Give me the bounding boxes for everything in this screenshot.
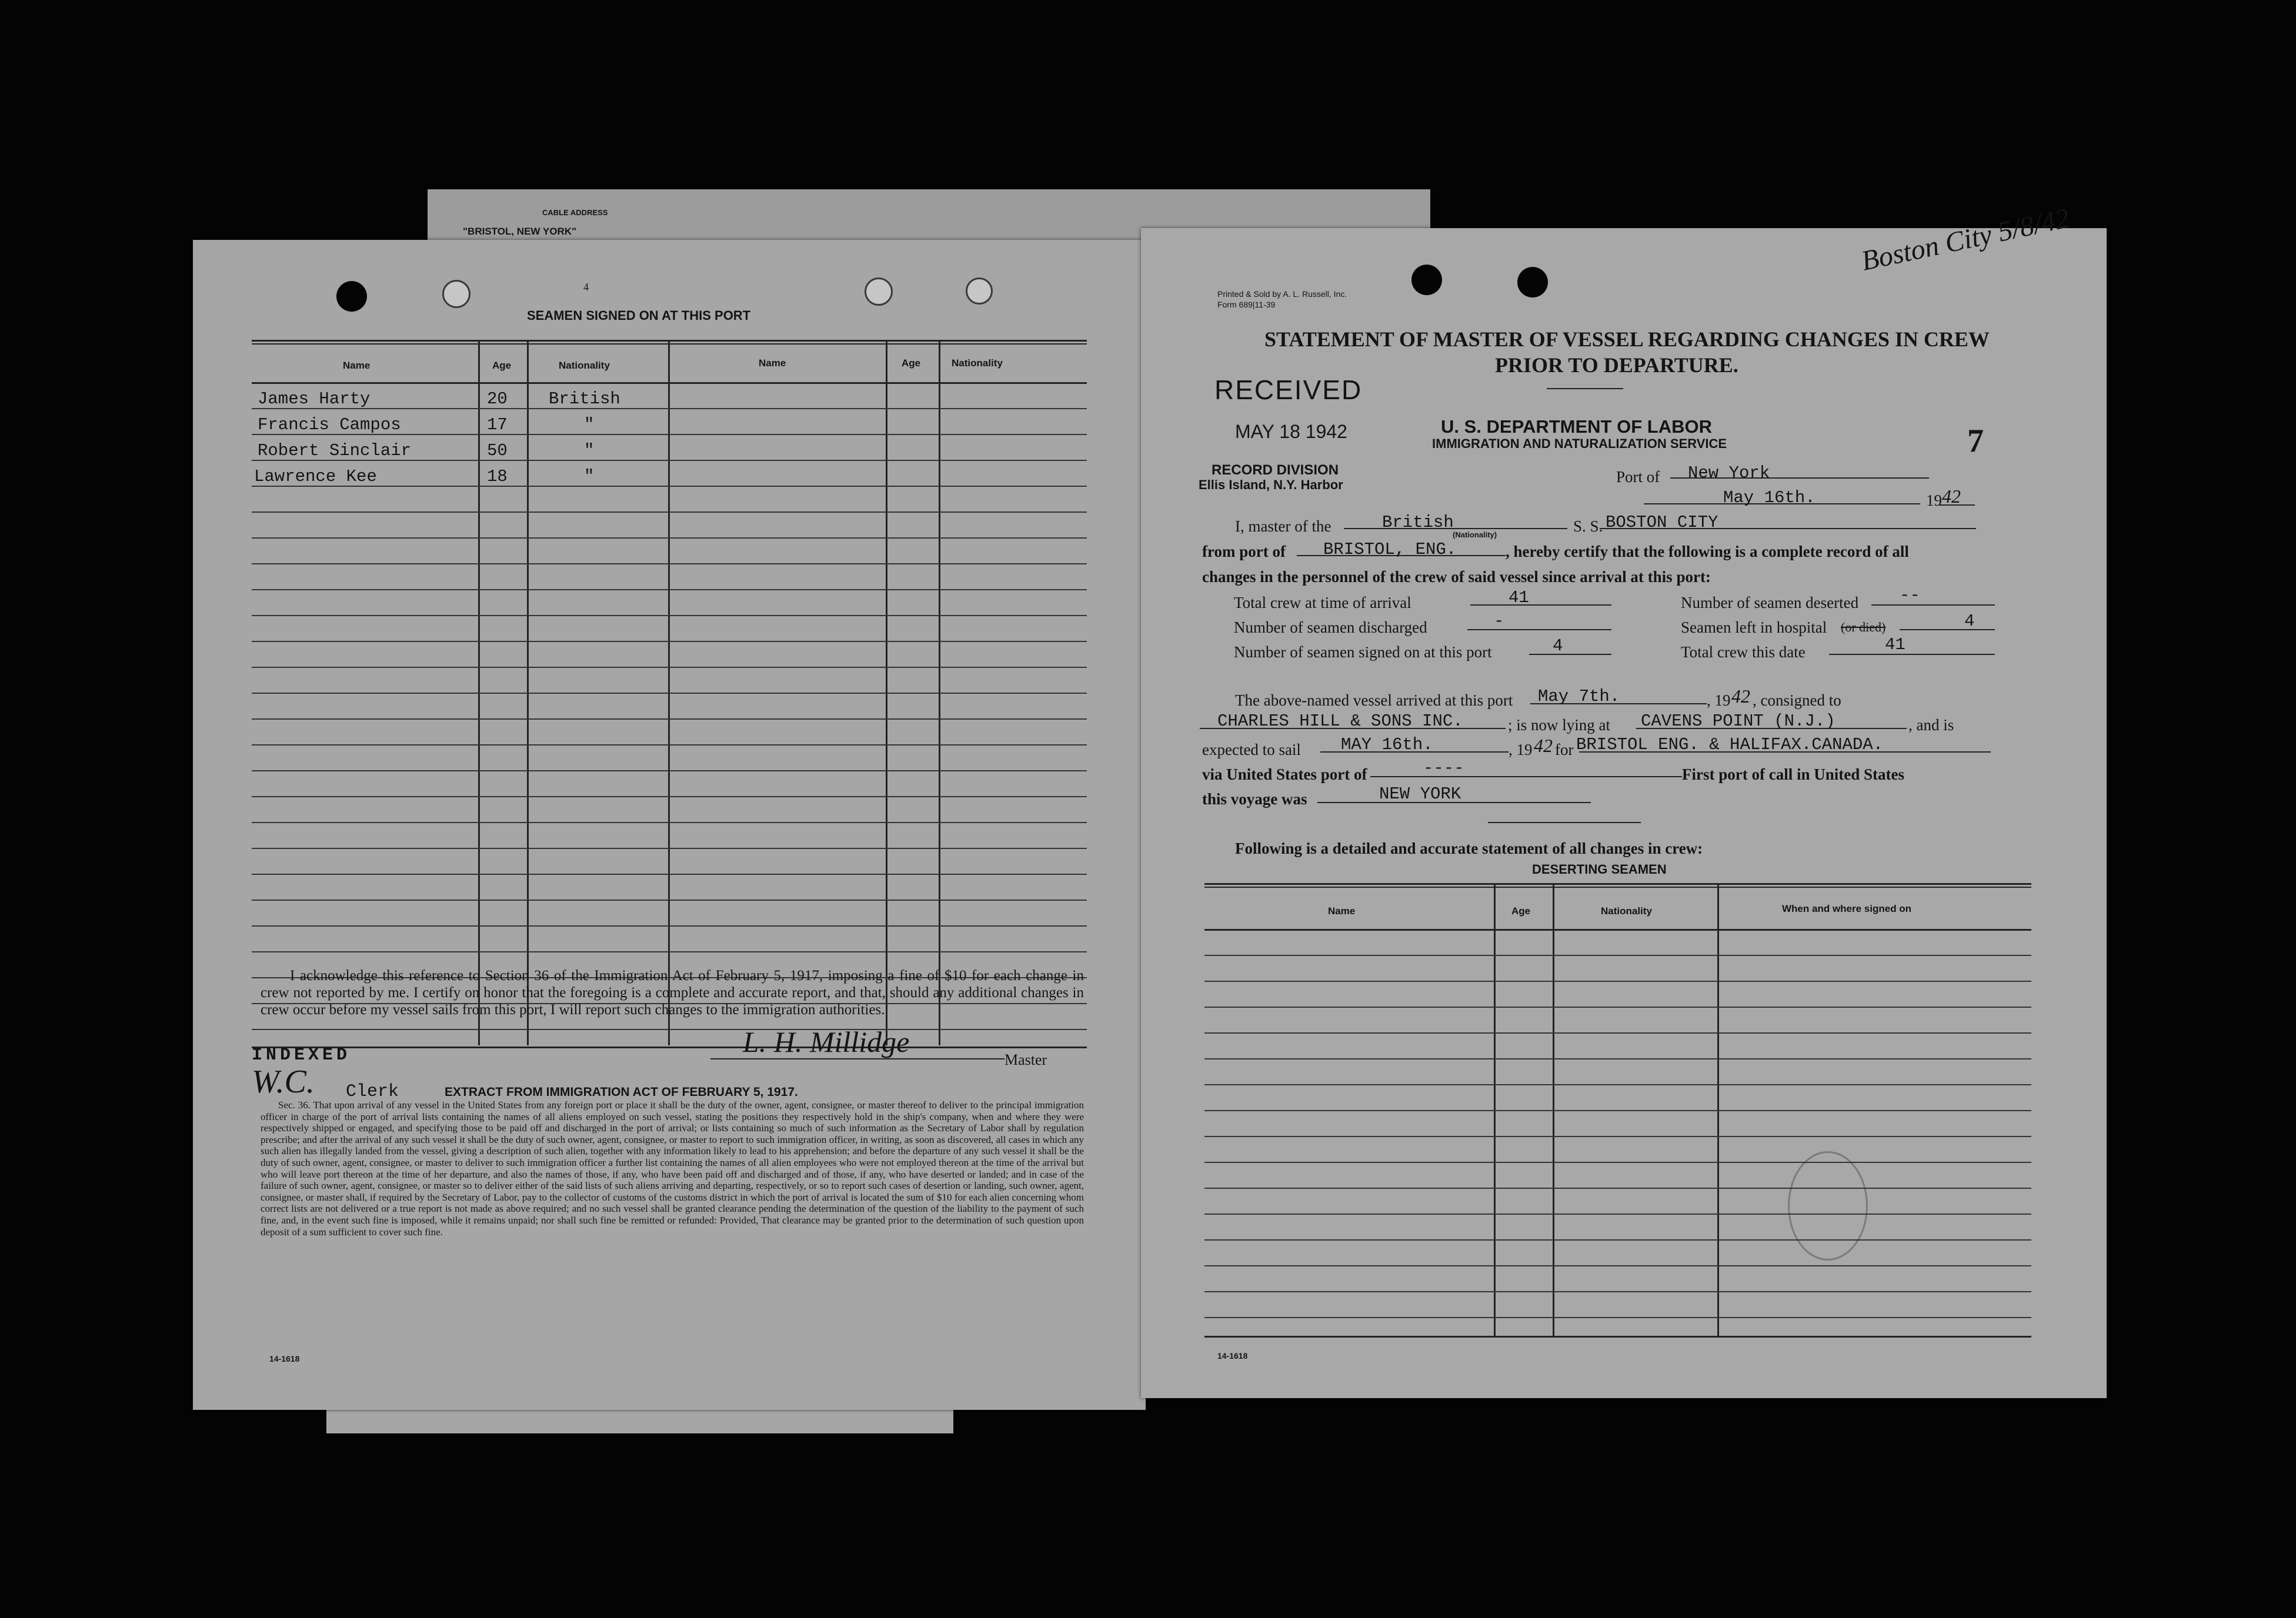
row-3-name: Robert Sinclair [258, 441, 412, 460]
printer-line-1: Printed & Sold by A. L. Russell, Inc. [1217, 289, 1347, 299]
from-port-label: from port of [1202, 543, 1286, 560]
hospital-value: 4 [1964, 611, 1975, 631]
received-stamp: RECEIVED [1214, 375, 1363, 405]
punch-hole [966, 278, 993, 305]
row-3-nationality: " [584, 441, 595, 460]
row-1-nationality: British [549, 389, 620, 409]
header-name-2: Name [759, 357, 786, 369]
via-label: via United States port of [1202, 765, 1367, 783]
signed-on-value: 4 [1553, 636, 1563, 656]
deserting-header-nationality: Nationality [1601, 905, 1652, 917]
certify-text: , hereby certify that the following is a complete record of all [1506, 543, 1909, 560]
deserted-label: Number of seamen deserted [1681, 594, 1859, 611]
discharged-label: Number of seamen discharged [1234, 619, 1427, 636]
date-value: May 16th. [1723, 488, 1816, 507]
handwritten-note: Boston City 5/8/42 [1858, 202, 2073, 277]
total-crew-date-label: Total crew this date [1681, 643, 1806, 661]
right-page [1141, 202, 2107, 1398]
deserted-value: -- [1900, 586, 1920, 605]
left-form-code: 14-1618 [269, 1354, 300, 1363]
punch-hole [442, 280, 470, 308]
clerk-initials: W.C. [252, 1064, 315, 1100]
year-value: 42 [1942, 486, 1961, 507]
service: IMMIGRATION AND NATURALIZATION SERVICE [1432, 436, 1727, 451]
page-number: 4 [583, 281, 589, 293]
nationality-caption: (Nationality) [1453, 530, 1497, 539]
arrived-year-prefix: , 19 [1707, 691, 1731, 709]
right-form-code: 14-1618 [1217, 1351, 1248, 1360]
row-2-nationality: " [584, 415, 595, 434]
deserting-header-age: Age [1511, 905, 1531, 917]
row-3-age: 50 [487, 441, 508, 460]
discharged-value: - [1494, 611, 1504, 631]
consigned-label: , consigned to [1753, 691, 1841, 709]
ss-label: S. S. [1573, 517, 1603, 535]
row-1-name: James Harty [258, 389, 371, 409]
year-prefix: 19 [1926, 492, 1942, 509]
row-2-name: Francis Campos [258, 415, 401, 434]
from-port-value: BRISTOL, ENG. [1323, 540, 1457, 559]
master-signature: L. H. Millidge [743, 1025, 910, 1058]
total-crew-arrival-label: Total crew at time of arrival [1234, 594, 1411, 611]
arrived-label: The above-named vessel arrived at this port [1235, 691, 1513, 709]
statement-title-2: PRIOR TO DEPARTURE. [1495, 353, 1738, 377]
voyage-label: this voyage was [1202, 790, 1307, 808]
record-division: RECORD DIVISION [1212, 462, 1339, 478]
following-text: Following is a detailed and accurate statement of all changes in crew: [1235, 840, 1703, 857]
received-date: MAY 18 1942 [1235, 421, 1347, 442]
for-label: for [1555, 741, 1574, 758]
master-of-label: I, master of the [1235, 517, 1331, 535]
master-label: Master [1004, 1051, 1047, 1068]
and-is-label: , and is [1908, 716, 1954, 734]
via-value: ---- [1423, 758, 1464, 778]
deserting-header-name: Name [1328, 905, 1356, 917]
row-4-age: 18 [487, 467, 508, 486]
ellis-island: Ellis Island, N.Y. Harbor [1199, 477, 1343, 492]
header-age-2: Age [902, 357, 921, 369]
deserting-header-signed-on: When and where signed on [1782, 903, 1912, 914]
signed-on-title: SEAMEN SIGNED ON AT THIS PORT [527, 308, 751, 323]
faded-seal [1788, 1151, 1868, 1261]
nationality-value: British [1382, 513, 1454, 532]
consignee-value: CHARLES HILL & SONS INC. [1217, 711, 1463, 731]
punch-hole [1517, 267, 1548, 297]
signed-on-label: Number of seamen signed on at this port [1234, 643, 1492, 661]
header-nationality-2: Nationality [952, 357, 1003, 369]
hospital-label: Seamen left in hospital [1681, 619, 1827, 636]
row-1-age: 20 [487, 389, 508, 409]
punch-hole [865, 278, 893, 306]
punch-hole [336, 281, 367, 312]
extract-text: Sec. 36. That upon arrival of any vessel in the United States from any foreign port or place it shall be the duty of the owner, agent, consignee, or master thereof to deliver to the principal immigration officer in charge of the port of arrival lists containing the names of all aliens employed on such vessel, stating the positions they respectively hold in the ship's company, when and where they were respectively shipped or engaged, and specifying those to be paid off and discharged in the port of arrival; or lists containing so much of such information as the Secretary of Labor shall by regulation prescribe; and after the arrival of any such vessel it shall be the duty of such owner, agent, consignee, or master to report to such immigration officer, in writing, as soon as discovered, all cases in which any such alien has illegally landed from the vessel, giving a description of such alien, together with any information likely to lead to his apprehension; and before the departure of any such vessel it shall be the duty of such owner, agent, consignee, or master to deliver to such immigration officer a further list containing the names of all alien employees who were not employed thereon at the time of the arrival but who will leave port thereon at the time of her departure, and also the names of those, if any, who have been paid off and discharged and of those, if any, who have deserted or landed; and in case of the failure of such owner, agent, consignee, or master so to deliver either of the said lists of such aliens arriving and departing, respectively, or so to report such cases of desertion or landing, such owner, agent, consignee, or master shall, if required by the Secretary of Labor, pay to the collector of customs of the customs district in which the port of arrival is located the sum of $10 for each alien concerning whom correct lists are not delivered or a true report is not made as above required; and no such vessel shall be granted clearance pending the determination of the question of the liability to the payment of such fine, and, in the event such fine is imposed, while it remains unpaid; nor shall such fine be remitted or refunded: Provided, That clearance may be granted prior to the determination of such question upon deposit of a sum sufficient to cover such fine. [261, 1099, 1084, 1238]
changes-text: changes in the personnel of the crew of said vessel since arrival at this port: [1202, 568, 1711, 586]
punch-hole [1411, 265, 1442, 295]
row-4-nationality: " [584, 467, 595, 486]
arrived-value: May 7th. [1538, 687, 1620, 706]
expected-year-prefix: , 19 [1509, 741, 1533, 758]
expected-value: MAY 16th. [1341, 735, 1433, 754]
indexed-stamp: INDEXED [252, 1045, 351, 1065]
row-2-age: 17 [487, 415, 508, 434]
cable-label: CABLE ADDRESS [542, 208, 608, 217]
department: U. S. DEPARTMENT OF LABOR [1441, 416, 1712, 437]
extract-title: EXTRACT FROM IMMIGRATION ACT OF FEBRUARY 5, 1917. [445, 1085, 798, 1099]
destination-value: BRISTOL ENG. & HALIFAX.CANADA. [1576, 735, 1884, 754]
header-name: Name [343, 360, 371, 371]
voyage-value: NEW YORK [1379, 784, 1461, 804]
ship-value: BOSTON CITY [1606, 513, 1718, 532]
statement-title-1: STATEMENT OF MASTER OF VESSEL REGARDING CHANGES IN CREW [1264, 327, 1990, 351]
clerk-label: Clerk [346, 1082, 399, 1102]
row-4-name: Lawrence Kee [254, 467, 377, 486]
cable-value: "BRISTOL, NEW YORK" [463, 226, 577, 237]
port-label: Port of [1616, 468, 1660, 486]
deserting-title: DESERTING SEAMEN [1532, 862, 1667, 877]
expected-year-value: 42 [1534, 735, 1553, 756]
header-age: Age [492, 360, 512, 371]
arrived-year-value: 42 [1731, 686, 1750, 707]
hospital-struck: (or died) [1841, 620, 1886, 634]
left-page [193, 240, 1146, 1410]
page-marker: 7 [1967, 423, 1984, 459]
lying-label: ; is now lying at [1508, 716, 1610, 734]
port-value: New York [1688, 463, 1770, 483]
header-nationality: Nationality [559, 360, 610, 371]
total-crew-date-value: 41 [1885, 635, 1905, 654]
lying-value: CAVENS POINT (N.J.) [1641, 711, 1836, 731]
first-port-label: First port of call in United States [1682, 765, 1904, 783]
expected-label: expected to sail [1202, 741, 1301, 758]
printer-line-2: Form 689|11-39 [1217, 300, 1276, 309]
total-crew-arrival-value: 41 [1509, 588, 1529, 607]
acknowledgement-text: I acknowledge this reference to Section 36 of the Immigration Act of February 5, 1917, imposing a fine of $10 for each change in crew not reported by me. I certify on honor that the foregoing is a complete and accurate report, and that, should any additional changes in crew occur before my vessel sails from this port, I will report such changes to the immigration authorities. [261, 968, 1084, 1018]
